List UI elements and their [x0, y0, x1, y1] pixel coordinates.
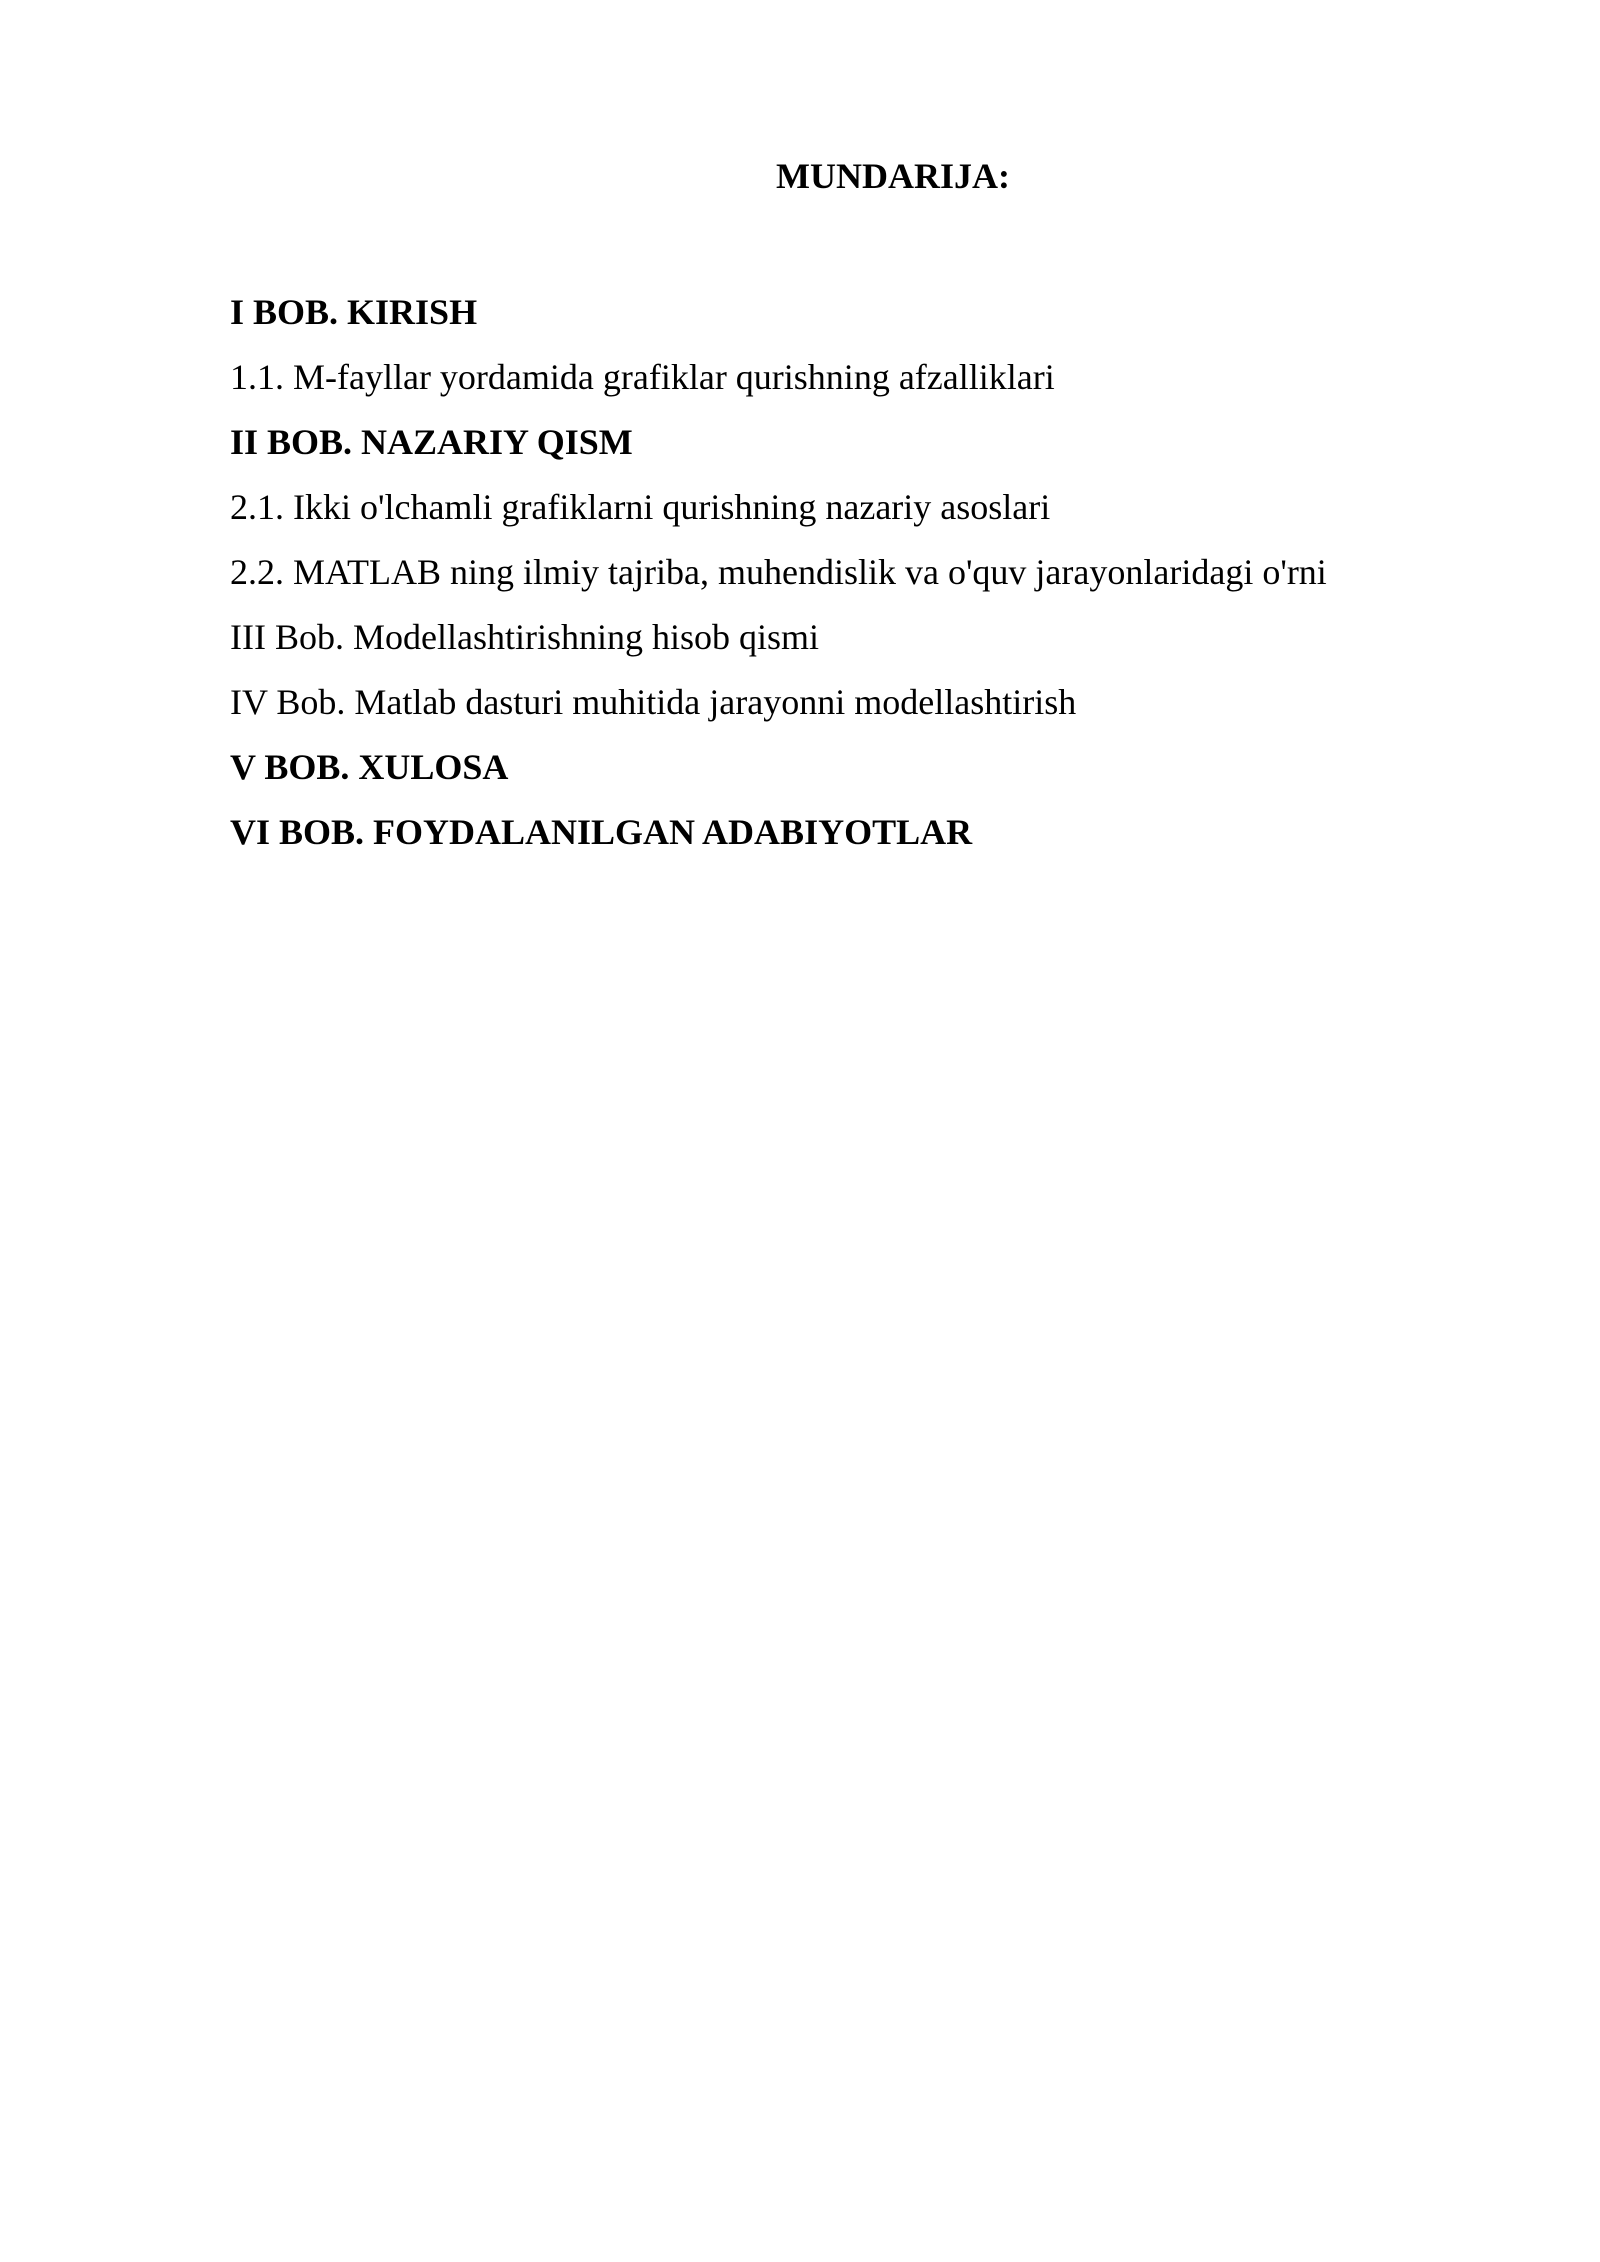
toc-chapter-5: V BOB. XULOSA [230, 747, 509, 787]
page-title: MUNDARIJA: [776, 156, 1010, 196]
toc-section-2-2: 2.2. MATLAB ning ilmiy tajriba, muhendislik va o'quv jarayonlaridagi o'rni [230, 552, 1327, 592]
table-of-contents [230, 280, 1530, 865]
toc-section-1-1: 1.1. M-fayllar yordamida grafiklar qurishning afzalliklari [230, 357, 1055, 397]
toc-section-2-1: 2.1. Ikki o'lchamli grafiklarni qurishning nazariy asoslari [230, 487, 1051, 527]
toc-chapter-3: III Bob. Modellashtirishning hisob qismi [230, 617, 819, 657]
toc-chapter-1: I BOB. KIRISH [230, 292, 478, 332]
toc-chapter-6: VI BOB. FOYDALANILGAN ADABIYOTLAR [230, 812, 973, 852]
toc-chapter-2: II BOB. NAZARIY QISM [230, 422, 633, 462]
toc-chapter-4: IV Bob. Matlab dasturi muhitida jarayonni modellashtirish [230, 682, 1077, 722]
